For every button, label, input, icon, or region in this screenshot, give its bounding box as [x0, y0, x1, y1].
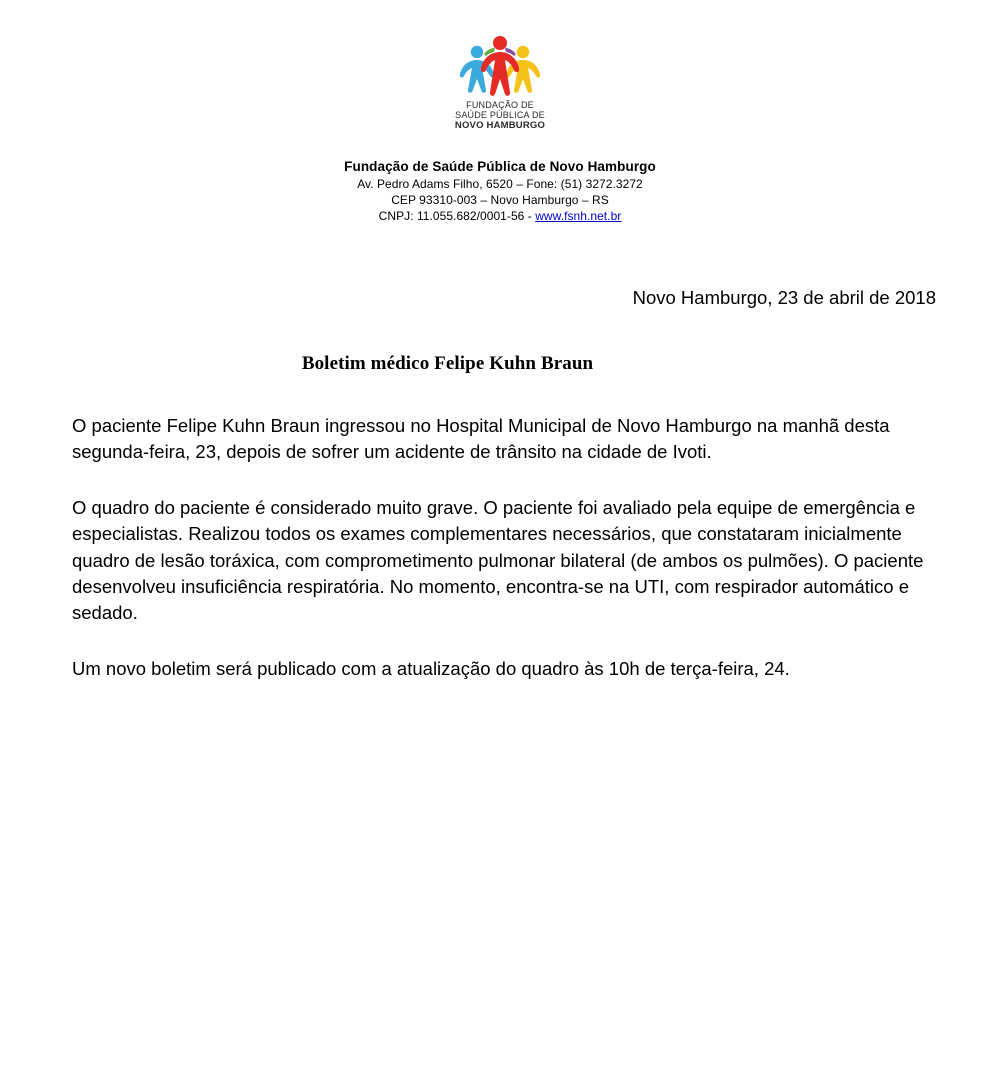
three-people-logo-icon	[451, 32, 549, 98]
paragraph-2: O quadro do paciente é considerado muito grave. O paciente foi avaliado pela equipe de emergência e especialistas. Realizou todos os exames complementares necessários, que constataram inicialmente quadro de lesão toráxica, com comprometimento pulmonar bilateral (de ambos os pulmões). O paciente desenvolveu insuficiência respiratória. No momento, encontra-se na UTI, com respirador automático e sedado.	[72, 497, 924, 624]
letterhead	[0, 0, 1000, 224]
paragraph-3: Um novo boletim será publicado com a atualização do quadro às 10h de terça-feira, 24.	[72, 658, 790, 680]
logo-text-line-2: SAÚDE PÚBLICA DE	[455, 109, 545, 120]
organization-cnpj: CNPJ: 11.055.682/0001-56 -	[378, 209, 536, 224]
document-body	[0, 286, 1000, 682]
website-link[interactable]: www.fsnh.net.br	[535, 209, 622, 224]
organization-info	[0, 158, 1000, 225]
organization-postal-code: CEP 93310-003 – Novo Hamburgo – RS	[391, 193, 609, 208]
organization-address: Av. Pedro Adams Filho, 6520 – Fone: (51) 3272.3272	[357, 176, 643, 191]
organization-name: Fundação de Saúde Pública de Novo Hamburgo	[344, 158, 656, 174]
logo-text-line-1: FUNDAÇÃO DE	[466, 100, 534, 110]
logo-text	[435, 101, 565, 132]
paragraph-1: O paciente Felipe Kuhn Braun ingressou no Hospital Municipal de Novo Hamburgo na manhã desta segunda-feira, 23, depois de sofrer um acidente de trânsito na cidade de Ivoti.	[72, 414, 890, 462]
date-line: Novo Hamburgo, 23 de abril de 2018	[632, 287, 936, 309]
logo	[435, 32, 565, 132]
page-title: Boletim médico Felipe Kuhn Braun	[301, 352, 594, 374]
logo-text-line-3: NOVO HAMBURGO	[454, 120, 546, 132]
organization-cnpj-and-website	[0, 208, 1000, 224]
